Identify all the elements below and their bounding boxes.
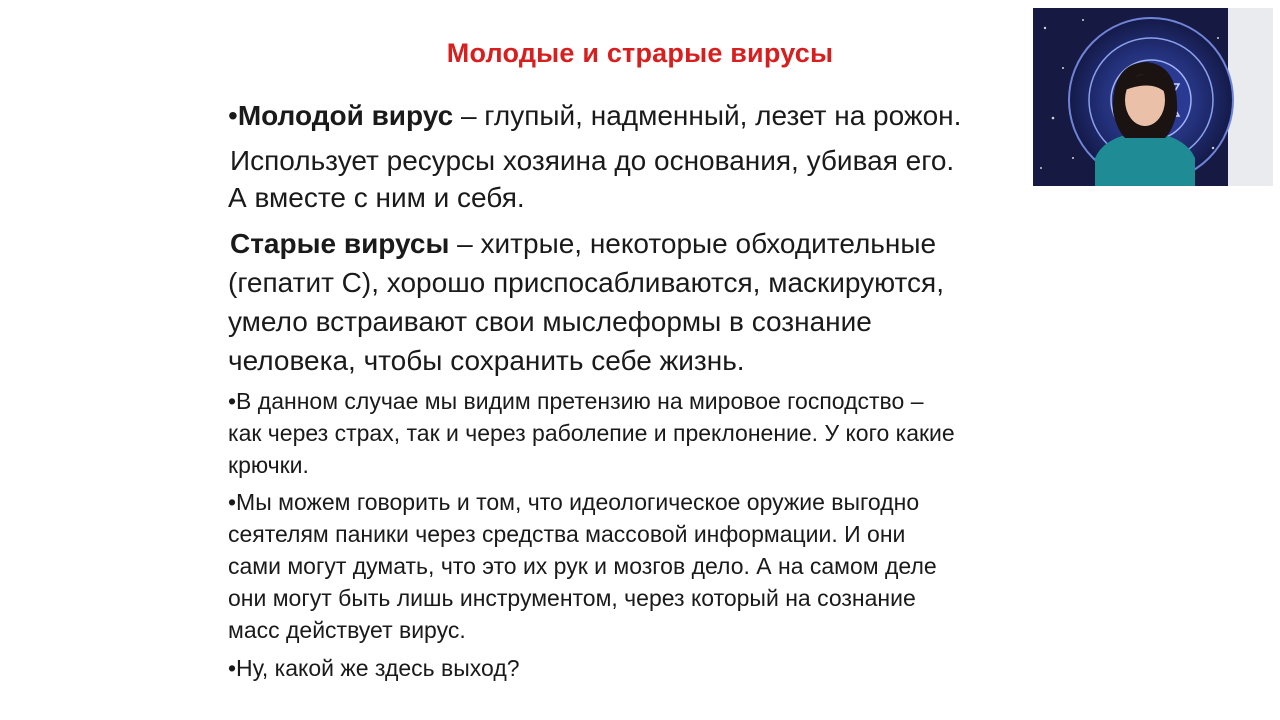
paragraph-old-viruses-line1 [230, 224, 936, 264]
young-virus-description: – глупый, надменный, лезет на рожон. [453, 100, 962, 131]
bullet-domination-line2: как через страх, так и через раболепие и преклонение. У кого какие [228, 420, 955, 446]
paragraph-old-viruses-line2: (гепатит С), хорошо приспосабливаются, маскируются, [228, 267, 944, 298]
paragraph-resources-line2: А вместе с ним и себя. [228, 182, 525, 213]
bullet: • [228, 100, 238, 131]
term-young-virus: Молодой вирус [237, 100, 454, 131]
bullet-domination-line3: крючки. [228, 452, 309, 478]
paragraph-young-virus [228, 96, 961, 136]
bullet-ideology-line2: сеятелям паники через средства массовой информации. И они [228, 521, 906, 547]
term-old-viruses: Старые вирусы [230, 228, 450, 259]
bullet-domination-line1: •В данном случае мы видим претензию на мировое господство – [228, 388, 924, 414]
slide-title: Молодые и страрые вирусы [446, 38, 834, 68]
webcam-scene [1033, 8, 1273, 186]
bullet-ideology-line5: масс действует вирус. [228, 617, 466, 643]
paragraph-old-viruses-line3: умело встраивают свои мыслеформы в сознание [228, 306, 872, 337]
old-viruses-description: – хитрые, некоторые обходительные [449, 228, 937, 259]
paragraph-old-viruses-line4: человека, чтобы сохранить себе жизнь. [228, 345, 745, 376]
bullet-ideology-line1: •Мы можем говорить и том, что идеологическое оружие выгодно [228, 489, 920, 515]
webcam-overlay [1033, 8, 1273, 186]
bullet-ideology-line4: они могут быть лишь инструментом, через который на сознание [228, 585, 916, 611]
bullet-question: •Ну, какой же здесь выход? [228, 655, 520, 681]
bullet-ideology-line3: сами могут думать, что это их рук и мозгов дело. А на самом деле [228, 553, 937, 579]
paragraph-resources-line1: Использует ресурсы хозяина до основания, убивая его. [230, 145, 955, 176]
